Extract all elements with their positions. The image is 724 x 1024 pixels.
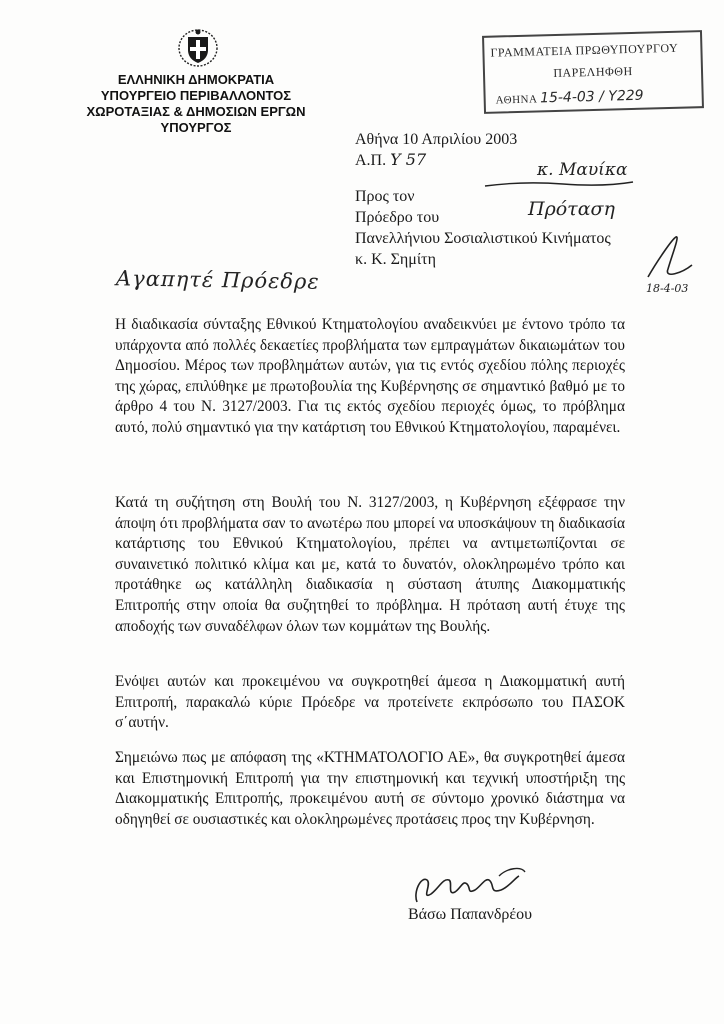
stamp-received: ΠΑΡΕΛΗΦΘΗ: [553, 63, 633, 81]
received-stamp: [482, 30, 704, 114]
initial-date: 18-4-03: [646, 282, 689, 295]
body-paragraph: Σημειώνω πως με απόφαση της «ΚΤΗΜΑΤΟΛΟΓΙΟ ΑΕ», θα συγκροτηθεί άμεσα και Επιστημονική Επιτροπή για την επιστημονική και τεχνική υποστήριξη της Διακομματικής Επιτροπής, προκειμένου αυτή σε σύντομο χρονικό διάστημα να οδηγηθεί σε ουσιαστικές και ολοκληρωμένες προτάσεις προς την Κυβέρνηση.: [115, 749, 625, 828]
letter-date: Αθήνα 10 Απριλίου 2003: [355, 131, 518, 148]
handwritten-initial-icon: [642, 233, 694, 281]
recipient-line: κ. Κ. Σημίτη: [355, 251, 436, 268]
handwritten-signature: [405, 862, 530, 908]
body-paragraph: Ενόψει αυτών και προκειμένου να συγκροτηθεί άμεσα η Διακομματική αυτή Επιτροπή, παρακαλώ κύριε Πρόεδρε να προτείνετε εκπρόσωπο του ΠΑΣΟΚ σ΄αυτήν.: [115, 673, 625, 732]
letterhead-line: ΧΩΡΟΤΑΞΙΑΣ & ΔΗΜΟΣΙΩΝ ΕΡΓΩΝ: [86, 104, 306, 119]
recipient-line: Προς τον: [355, 188, 415, 205]
body-paragraph: Η διαδικασία σύνταξης Εθνικού Κτηματολογίου αναδεικνύει με έντονο τρόπο τα υπάρχοντα από πολλές δεκαετίες προβλήματα των εμπραγμάτων δικαιωμάτων του Δημοσίου. Μέρος των προβλημάτων αυτών, για τις εντός σχεδίου πόλης περιοχές της χώρας, επιλύθηκε με πρωτοβουλία της Κυβέρνησης σε σημαντικό βαθμό με το άρθρο 4 του Ν. 3127/2003. Για τις εκτός σχεδίου περιοχές όμως, το πρόβλημα αυτό, πολύ σημαντικό για την κατάρτιση του Εθνικού Κτηματολογίου, παραμένει.: [115, 316, 625, 436]
protocol-value: Y 57: [390, 150, 427, 169]
handwritten-note: κ. Μαυίκα: [537, 160, 628, 180]
stamp-handwritten-date: 15-4-03 / Y229: [539, 87, 644, 107]
handwritten-note: Πρόταση: [528, 198, 615, 220]
letterhead-line: ΥΠΟΥΡΓΟΣ: [160, 120, 232, 135]
protocol-label: Α.Π.: [355, 152, 387, 169]
letterhead-line: ΕΛΛΗΝΙΚΗ ΔΗΜΟΚΡΑΤΙΑ: [117, 72, 275, 87]
recipient-line: Πανελλήνιου Σοσιαλιστικού Κινήματος: [355, 230, 611, 247]
body-paragraph: Κατά τη συζήτηση στη Βουλή του Ν. 3127/2003, η Κυβέρνηση εξέφρασε την άποψη ότι προβλήματα σαν το ανωτέρω που μπορεί να υποσκάψουν τη διαδικασία κατάρτισης του Εθνικού Κτηματολογίου, πρέπει να αντιμετωπίζονται σε συναινετικό πολιτικό κλίμα και με, κατά το δυνατόν, ολοκληρωμένο τρόπο και προτάθηκε ως κατάλληλη διαδικασία η σύσταση άτυπης Διακομματικής Επιτροπής στην οποία θα συζητηθεί το πρόβλημα. Η πρόταση αυτή έτυχε της αποδοχής των συναδέλφων όλων των κομμάτων της Βουλής.: [115, 494, 625, 635]
stamp-office: ΓΡΑΜΜΑΤΕΙΑ ΠΡΩΘΥΠΟΥΡΓΟΥ: [490, 40, 679, 60]
stamp-city: ΑΘΗΝΑ: [495, 93, 538, 107]
stamp-date-line: [495, 88, 643, 108]
recipient-line: Πρόεδρο του: [355, 209, 440, 226]
ministry-letterhead: [80, 72, 312, 136]
salutation: Αγαπητέ Πρόεδρε: [115, 266, 320, 294]
protocol-number: [355, 150, 426, 171]
greek-coat-of-arms-icon: [177, 26, 219, 68]
signer-name: Βάσω Παπανδρέου: [408, 906, 533, 923]
letterhead-line: ΥΠΟΥΡΓΕΙΟ ΠΕΡΙΒΑΛΛΟΝΤΟΣ: [100, 88, 292, 103]
note-underline: [483, 178, 635, 190]
